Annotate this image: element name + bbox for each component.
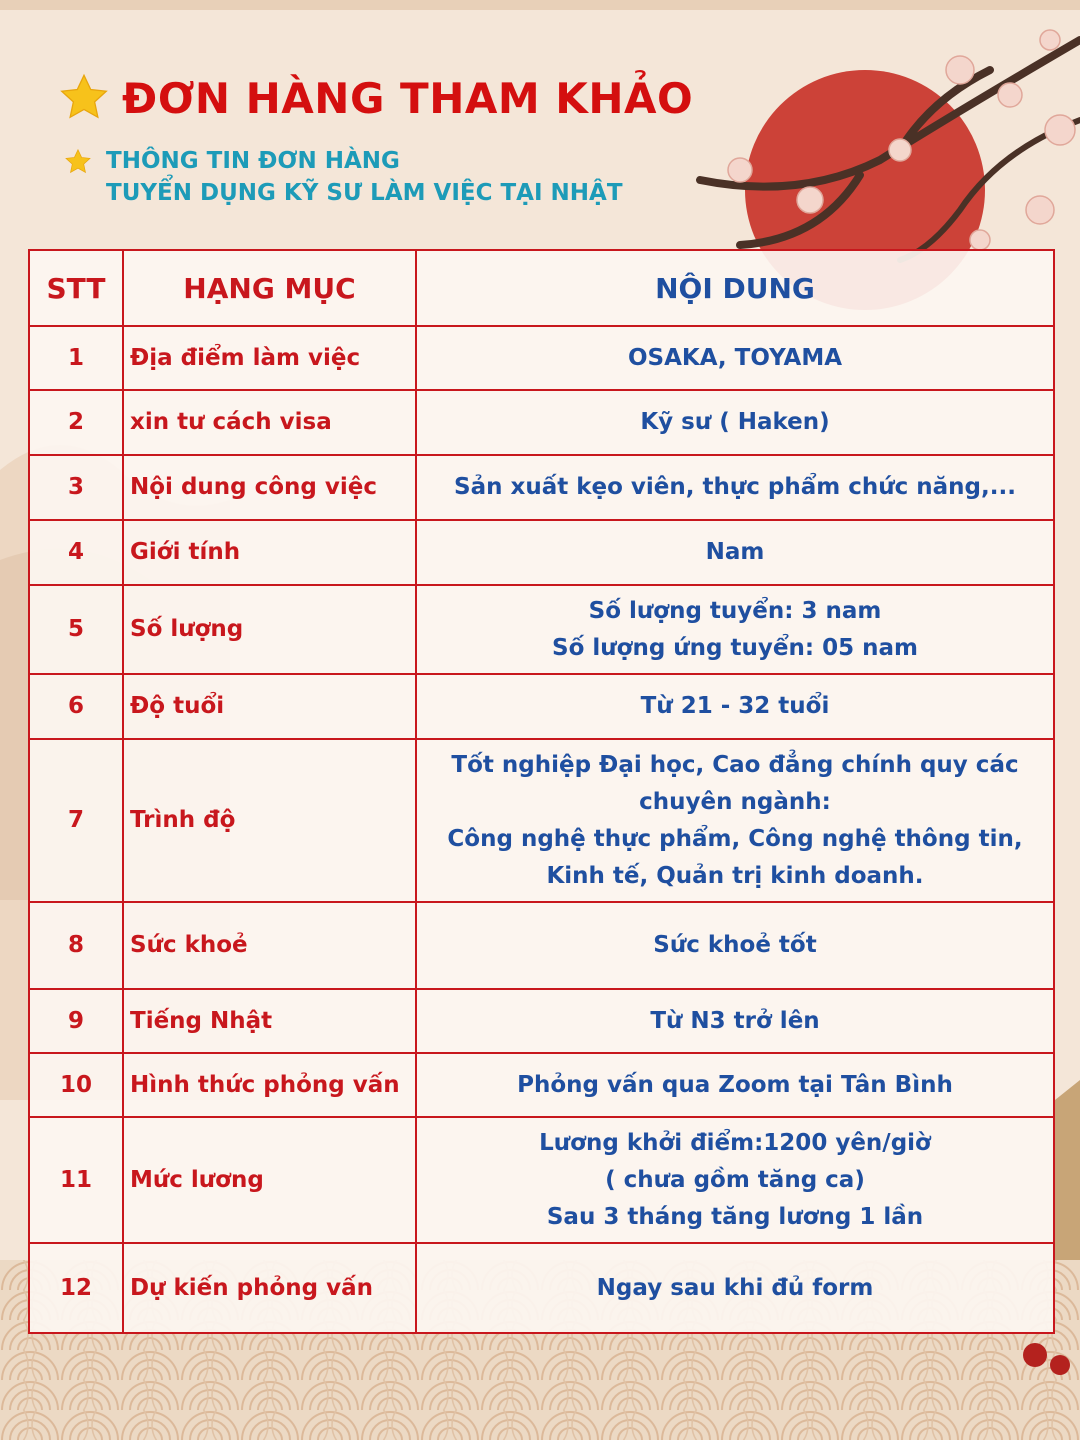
row-stt: 2: [29, 390, 123, 455]
row-category: Trình độ: [123, 739, 416, 902]
row-stt: 4: [29, 520, 123, 585]
row-stt: 5: [29, 585, 123, 674]
table-row: [29, 455, 1054, 520]
row-content: [416, 520, 1054, 585]
content-line: ( chưa gồm tăng ca): [605, 1166, 865, 1193]
header-stt: STT: [29, 250, 123, 326]
row-category: Dự kiến phỏng vấn: [123, 1243, 416, 1333]
subtitle: [64, 148, 623, 206]
row-content: [416, 1053, 1054, 1117]
table-row: [29, 739, 1054, 902]
row-stt: 12: [29, 1243, 123, 1333]
table-row: [29, 390, 1054, 455]
content-line: Kỹ sư ( Haken): [640, 409, 830, 435]
content-line: OSAKA, TOYAMA: [627, 344, 843, 371]
row-stt: 1: [29, 326, 123, 390]
row-content: [416, 1243, 1054, 1333]
row-category: xin tư cách visa: [123, 390, 416, 455]
star-icon: [64, 148, 92, 176]
content-line: Ngay sau khi đủ form: [596, 1274, 874, 1301]
row-content: [416, 390, 1054, 455]
content-line: Từ 21 - 32 tuổi: [640, 693, 830, 719]
content-line: Số lượng ứng tuyển: 05 nam: [552, 634, 918, 661]
row-stt: 10: [29, 1053, 123, 1117]
row-category: Số lượng: [123, 585, 416, 674]
content-line: Sản xuất kẹo viên, thực phẩm chức năng,...: [454, 474, 1016, 500]
content-line: Kinh tế, Quản trị kinh doanh.: [546, 862, 924, 889]
table-row: [29, 902, 1054, 989]
row-category: Tiếng Nhật: [123, 989, 416, 1053]
table-header-row: [29, 250, 1054, 326]
table-row: [29, 585, 1054, 674]
order-table: [28, 249, 1055, 1334]
title-text: ĐƠN HÀNG THAM KHẢO: [122, 73, 694, 123]
row-category: Giới tính: [123, 520, 416, 585]
row-category: Độ tuổi: [123, 674, 416, 739]
table-row: [29, 520, 1054, 585]
content-line: Lương khởi điểm:1200 yên/giờ: [539, 1129, 931, 1156]
subtitle-line-1: THÔNG TIN ĐƠN HÀNG: [106, 148, 400, 174]
page-title: [58, 72, 693, 124]
row-content: [416, 326, 1054, 390]
content-line: Sức khoẻ tốt: [653, 932, 817, 958]
content-line: chuyên ngành:: [639, 788, 831, 815]
content-line: Công nghệ thực phẩm, Công nghệ thông tin,: [447, 825, 1023, 852]
row-stt: 6: [29, 674, 123, 739]
content-line: Từ N3 trở lên: [650, 1007, 820, 1034]
header-category: HẠNG MỤC: [123, 250, 416, 326]
table-row: [29, 989, 1054, 1053]
row-content: [416, 585, 1054, 674]
table-row: [29, 674, 1054, 739]
table-row: [29, 1243, 1054, 1333]
row-category: Sức khoẻ: [123, 902, 416, 989]
star-icon: [58, 72, 110, 124]
table-row: [29, 326, 1054, 390]
row-stt: 3: [29, 455, 123, 520]
row-content: [416, 989, 1054, 1053]
row-stt: 8: [29, 902, 123, 989]
row-stt: 11: [29, 1117, 123, 1243]
row-content: [416, 1117, 1054, 1243]
row-stt: 7: [29, 739, 123, 902]
content-line: Nam: [705, 539, 765, 565]
content-line: Sau 3 tháng tăng lương 1 lần: [546, 1203, 924, 1230]
content-line: Phỏng vấn qua Zoom tại Tân Bình: [517, 1071, 953, 1098]
row-category: Hình thức phỏng vấn: [123, 1053, 416, 1117]
header-content: NỘI DUNG: [416, 250, 1054, 326]
row-category: Nội dung công việc: [123, 455, 416, 520]
row-stt: 9: [29, 989, 123, 1053]
table-row: [29, 1053, 1054, 1117]
row-content: [416, 739, 1054, 902]
subtitle-line-2: TUYỂN DỤNG KỸ SƯ LÀM VIỆC TẠI NHẬT: [106, 180, 623, 206]
row-content: [416, 902, 1054, 989]
content-line: Tốt nghiệp Đại học, Cao đẳng chính quy các: [451, 751, 1019, 778]
row-category: Địa điểm làm việc: [123, 326, 416, 390]
row-content: [416, 674, 1054, 739]
row-content: [416, 455, 1054, 520]
content-line: Số lượng tuyển: 3 nam: [588, 597, 882, 624]
row-category: Mức lương: [123, 1117, 416, 1243]
table-body: [29, 326, 1054, 1333]
table-row: [29, 1117, 1054, 1243]
